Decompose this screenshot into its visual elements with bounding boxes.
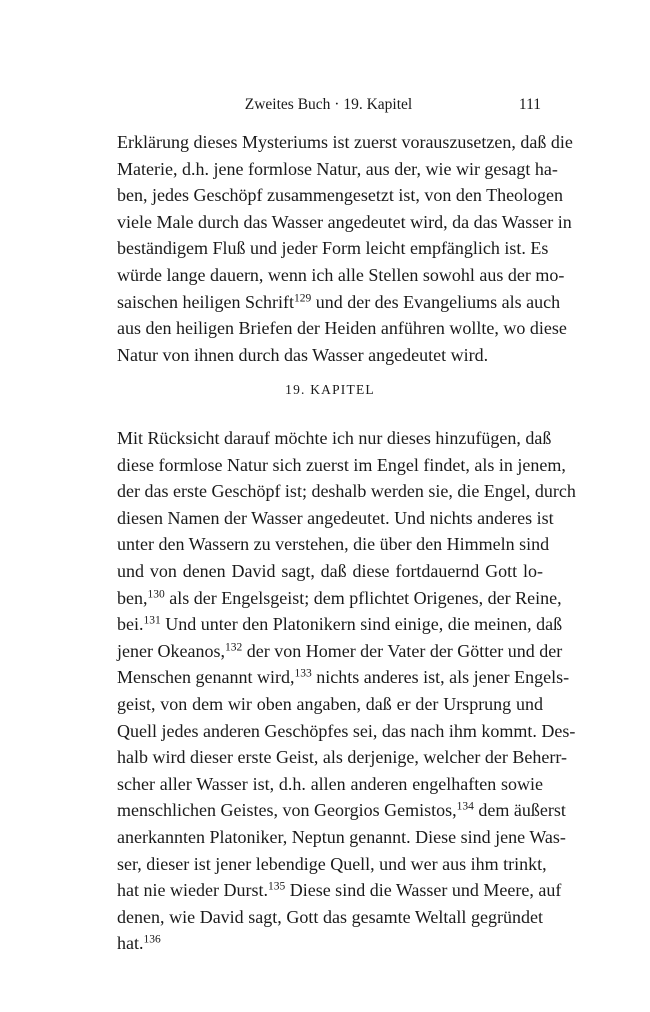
line-text: geist, von dem wir oben angaben, daß er der Ursprung und: [117, 693, 543, 714]
line-text: hat nie wieder Durst.: [117, 880, 268, 901]
line-text-after-footnote: Diese sind die Wasser und Meere, auf: [285, 880, 562, 901]
line-text: menschlichen Geistes, von Georgios Gemistos,: [117, 800, 457, 821]
text-line: [117, 209, 572, 236]
text-line: [117, 611, 563, 638]
text-line: [117, 289, 561, 316]
footnote-marker[interactable]: 134: [456, 801, 474, 813]
text-line: [117, 797, 566, 824]
line-text: unter den Wassern zu verstehen, die über den Himmeln sind: [117, 534, 550, 555]
text-line: [117, 718, 576, 745]
line-text: scher aller Wasser ist, d.h. allen anderen engelhaften sowie: [117, 773, 543, 794]
line-text: diesen Namen der Wasser angedeutet. Und nichts anderes ist: [117, 507, 554, 528]
line-text: Natur von ihnen durch das Wasser angedeutet wird.: [117, 344, 489, 365]
line-text: Mit Rücksicht darauf möchte ich nur dieses hinzufügen, daß: [117, 428, 552, 448]
line-text: Materie, d.h. jene formlose Natur, aus der, wie wir gesagt ha-: [117, 158, 558, 179]
text-line: [117, 342, 543, 369]
text-line: [117, 156, 558, 183]
footnote-marker[interactable]: 131: [143, 614, 161, 627]
line-text-after-footnote: dem äußerst: [473, 800, 566, 821]
line-text-after-footnote: Und unter den Platonikern sind einige, die meinen, daß: [160, 614, 563, 635]
line-text: jener Okeanos,: [117, 640, 225, 661]
line-text: würde lange dauern, wenn ich alle Stellen sowohl aus der mo-: [117, 264, 565, 285]
line-text-after-footnote: als der Engelsgeist; dem pflichtet Origenes, der Reine,: [164, 587, 562, 608]
line-text: saischen heiligen Schrift: [117, 291, 294, 312]
line-text: diese formlose Natur sich zuerst im Engel findet, als in jenem,: [117, 454, 566, 475]
line-text-after-footnote: und der des Evangeliums als auch: [311, 291, 561, 312]
footnote-marker[interactable]: 136: [143, 933, 161, 946]
text-line: [117, 531, 550, 558]
line-text: ser, dieser ist jener lebendige Quell, und wer aus ihm trinkt,: [117, 853, 547, 874]
chapter-paragraph: [117, 425, 576, 957]
line-text: halb wird dieser erste Geist, als derjenige, welcher der Beherr-: [117, 747, 567, 768]
running-title: Zweites Buch · 19. Kapitel: [244, 96, 413, 113]
text-line: [117, 585, 562, 612]
text-line: [117, 452, 566, 479]
line-text: ben,: [117, 587, 148, 608]
line-text: Erklärung dieses Mysteriums ist zuerst vorauszusetzen, daß die: [117, 132, 573, 152]
chapter-heading: 19. KAPITEL: [285, 382, 375, 397]
line-text: aus den heiligen Briefen der Heiden anführen wollte, wo diese: [117, 318, 567, 339]
running-head: [116, 96, 541, 118]
text-line: [117, 235, 549, 262]
text-line: [117, 664, 570, 691]
footnote-marker[interactable]: 135: [267, 880, 286, 893]
text-line: [117, 129, 573, 156]
footnote-marker[interactable]: 129: [293, 292, 312, 305]
paragraph-text: [117, 129, 573, 368]
text-line: [117, 744, 567, 771]
text-line: [117, 851, 547, 878]
footnote-marker[interactable]: 132: [224, 641, 243, 654]
page-number: 111: [518, 96, 541, 113]
text-line: [117, 638, 563, 665]
line-text: Menschen genannt wird,: [117, 667, 295, 688]
text-line: [117, 824, 566, 851]
text-line: [117, 691, 543, 718]
line-text: viele Male durch das Wasser angedeutet wird, da das Wasser in: [117, 211, 572, 232]
line-text-after-footnote: der von Homer der Vater der Götter und der: [242, 640, 563, 661]
line-text: ben, jedes Geschöpf zusammengesetzt ist, von den Theologen: [117, 185, 564, 206]
text-line: [117, 315, 567, 342]
line-text: beständigem Fluß und jeder Form leicht empfänglich ist. Es: [117, 238, 549, 259]
paragraph-continuation: [117, 129, 573, 368]
text-line: [117, 877, 562, 904]
line-text: und von denen David sagt, daß diese fortdauernd Gott lo-: [117, 560, 543, 581]
text-line: [117, 182, 564, 209]
text-line: [117, 505, 554, 532]
text-line: [117, 425, 552, 452]
paragraph-text: [117, 425, 576, 957]
line-text: denen, wie David sagt, Gott das gesamte Weltall gegründet: [117, 906, 543, 927]
line-text: hat.: [117, 933, 144, 954]
text-line: [117, 558, 543, 585]
footnote-marker[interactable]: 133: [294, 668, 312, 681]
text-line: [117, 478, 576, 505]
text-line: [117, 904, 543, 931]
line-text: bei.: [117, 614, 144, 635]
text-line: [117, 262, 565, 289]
line-text: der das erste Geschöpf ist; deshalb werden sie, die Engel, durch: [117, 481, 576, 502]
line-text: anerkannten Platoniker, Neptun genannt. Diese sind jene Was-: [117, 826, 566, 847]
text-line: [117, 771, 543, 798]
footnote-marker[interactable]: 130: [147, 588, 165, 601]
text-line: [117, 930, 543, 957]
line-text-after-footnote: nichts anderes ist, als jener Engels-: [311, 667, 570, 688]
line-text: Quell jedes anderen Geschöpfes sei, das nach ihm kommt. Des-: [117, 720, 576, 741]
